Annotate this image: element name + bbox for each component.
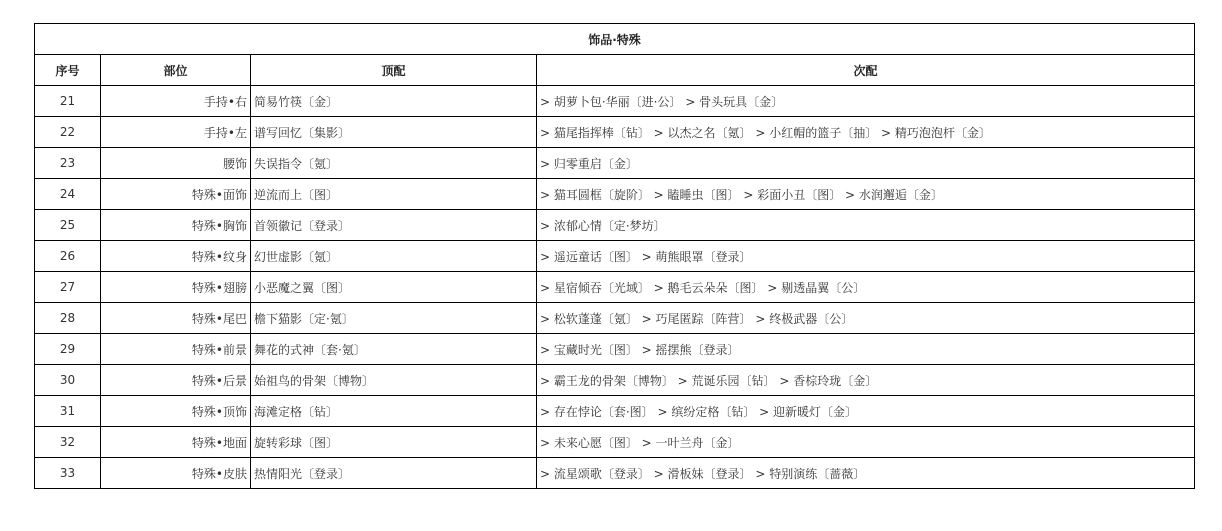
row-index-cell: 27 — [35, 272, 101, 303]
row-index-cell: 32 — [35, 427, 101, 458]
row-top-config-cell: 失误指令〔氪〕 — [251, 148, 537, 179]
row-index-cell: 28 — [35, 303, 101, 334]
table-row — [35, 117, 1195, 148]
row-slot-cell: 特殊•皮肤 — [101, 458, 251, 489]
row-slot-cell: 特殊•顶饰 — [101, 396, 251, 427]
row-top-config-cell: 始祖鸟的骨架〔博物〕 — [251, 365, 537, 396]
row-slot-cell: 特殊•尾巴 — [101, 303, 251, 334]
header-slot: 部位 — [101, 55, 251, 86]
row-slot-cell: 特殊•后景 — [101, 365, 251, 396]
table-row — [35, 272, 1195, 303]
row-top-config-cell: 小恶魔之翼〔图〕 — [251, 272, 537, 303]
row-index-cell: 33 — [35, 458, 101, 489]
table-row — [35, 86, 1195, 117]
row-top-config-cell: 檐下猫影〔定·氪〕 — [251, 303, 537, 334]
header-top-config: 顶配 — [251, 55, 537, 86]
table-row — [35, 148, 1195, 179]
table-row — [35, 458, 1195, 489]
row-secondary-config-cell: > 存在悖论〔套·图〕 > 缤纷定格〔钻〕 > 迎新暖灯〔金〕 — [537, 396, 1195, 427]
row-secondary-config-cell: > 浓郁心情〔定·梦坊〕 — [537, 210, 1195, 241]
table-body — [35, 86, 1195, 489]
row-secondary-config-cell: > 猫尾指挥棒〔钻〕 > 以杰之名〔氪〕 > 小红帽的篮子〔抽〕 > 精巧泡泡杆〔金〕 — [537, 117, 1195, 148]
table-row — [35, 241, 1195, 272]
row-slot-cell: 特殊•面饰 — [101, 179, 251, 210]
row-secondary-config-cell: > 胡萝卜包·华丽〔进·公〕 > 骨头玩具〔金〕 — [537, 86, 1195, 117]
row-secondary-config-cell: > 猫耳圆框〔旋阶〕 > 瞌睡虫〔图〕 > 彩面小丑〔图〕 > 水润邂逅〔金〕 — [537, 179, 1195, 210]
row-top-config-cell: 海滩定格〔钻〕 — [251, 396, 537, 427]
row-slot-cell: 特殊•胸饰 — [101, 210, 251, 241]
row-top-config-cell: 幻世虚影〔氪〕 — [251, 241, 537, 272]
header-index: 序号 — [35, 55, 101, 86]
row-top-config-cell: 谱写回忆〔集影〕 — [251, 117, 537, 148]
row-slot-cell: 手持•左 — [101, 117, 251, 148]
row-index-cell: 31 — [35, 396, 101, 427]
row-secondary-config-cell: > 星宿倾吞〔光域〕 > 鹅毛云朵朵〔图〕 > 剔透晶翼〔公〕 — [537, 272, 1195, 303]
table-header-row — [35, 55, 1195, 86]
table-row — [35, 396, 1195, 427]
row-top-config-cell: 逆流而上〔图〕 — [251, 179, 537, 210]
table-row — [35, 179, 1195, 210]
table-row — [35, 427, 1195, 458]
row-secondary-config-cell: > 归零重启〔金〕 — [537, 148, 1195, 179]
row-top-config-cell: 热情阳光〔登录〕 — [251, 458, 537, 489]
row-top-config-cell: 舞花的式神〔套·氪〕 — [251, 334, 537, 365]
row-index-cell: 26 — [35, 241, 101, 272]
row-slot-cell: 特殊•翅膀 — [101, 272, 251, 303]
row-index-cell: 30 — [35, 365, 101, 396]
table-row — [35, 334, 1195, 365]
row-slot-cell: 特殊•前景 — [101, 334, 251, 365]
row-top-config-cell: 首领徽记〔登录〕 — [251, 210, 537, 241]
row-index-cell: 25 — [35, 210, 101, 241]
row-top-config-cell: 简易竹筷〔金〕 — [251, 86, 537, 117]
row-secondary-config-cell: > 流星颂歌〔登录〕 > 滑板妹〔登录〕 > 特别演练〔蔷薇〕 — [537, 458, 1195, 489]
row-index-cell: 22 — [35, 117, 101, 148]
row-secondary-config-cell: > 遥远童话〔图〕 > 萌熊眼罩〔登录〕 — [537, 241, 1195, 272]
accessory-table — [34, 23, 1195, 489]
table-row — [35, 365, 1195, 396]
row-secondary-config-cell: > 松软蓬蓬〔氪〕 > 巧尾匿踪〔阵营〕 > 终极武器〔公〕 — [537, 303, 1195, 334]
row-secondary-config-cell: > 霸王龙的骨架〔博物〕 > 荒诞乐园〔钻〕 > 香棕玲珑〔金〕 — [537, 365, 1195, 396]
row-slot-cell: 腰饰 — [101, 148, 251, 179]
table-title: 饰品·特殊 — [35, 24, 1195, 55]
row-index-cell: 21 — [35, 86, 101, 117]
row-slot-cell: 特殊•纹身 — [101, 241, 251, 272]
row-index-cell: 23 — [35, 148, 101, 179]
row-secondary-config-cell: > 宝藏时光〔图〕 > 摇摆熊〔登录〕 — [537, 334, 1195, 365]
row-slot-cell: 手持•右 — [101, 86, 251, 117]
row-secondary-config-cell: > 未来心愿〔图〕 > 一叶兰舟〔金〕 — [537, 427, 1195, 458]
table-row — [35, 303, 1195, 334]
table-row — [35, 210, 1195, 241]
row-slot-cell: 特殊•地面 — [101, 427, 251, 458]
header-secondary-config: 次配 — [537, 55, 1195, 86]
row-index-cell: 24 — [35, 179, 101, 210]
row-index-cell: 29 — [35, 334, 101, 365]
row-top-config-cell: 旋转彩球〔图〕 — [251, 427, 537, 458]
